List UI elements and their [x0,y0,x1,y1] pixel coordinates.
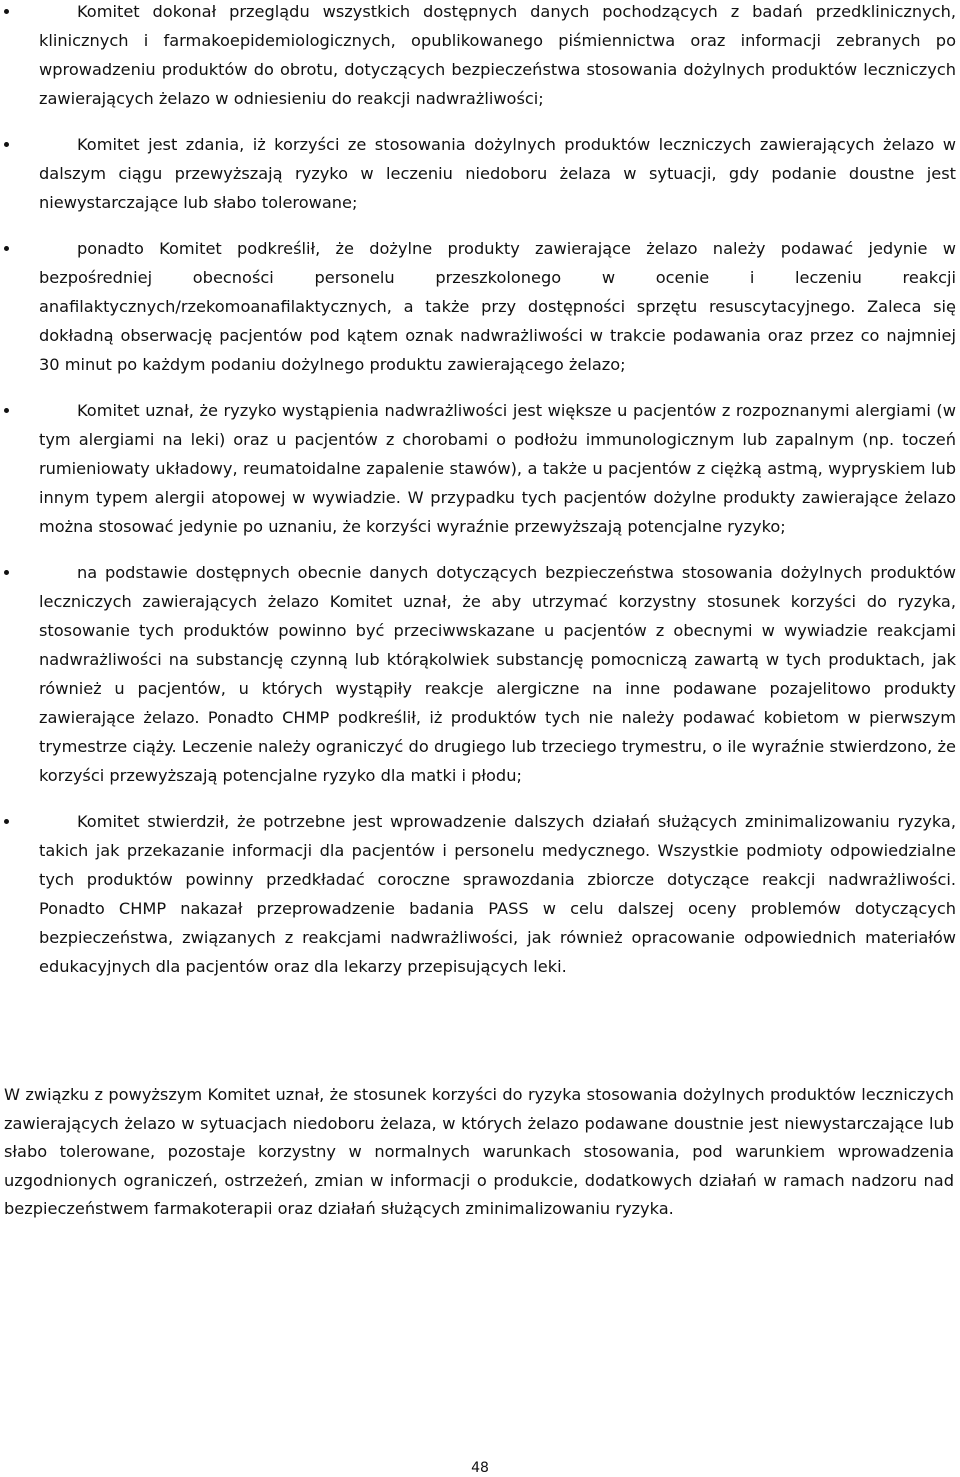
spacer [0,541,960,558]
finding-text: Komitet uznał, że ryzyko wystąpienia nadwrażliwości jest większe u pacjentów z rozpoznanymi alergiami (w tym alergiami na leki) oraz u pacjentów z chorobami o podłożu immunologicznym lub zapalnym (np. toczeń rumieniowaty układowy, reumatoidalne zapalenie stawów), a także u pacjentów z ciężką astmą, wypryskiem lub innym typem alergii atopowej w wywiadzie. W przypadku tych pacjentów dożylne produkty zawierające żelazo można stosować jedynie po uznaniu, że korzyści wyraźnie przewyższają potencjalne ryzyko; [39,401,956,536]
finding-text: Komitet jest zdania, iż korzyści ze stosowania dożylnych produktów leczniczych zawierających żelazo w dalszym ciągu przewyższają ryzyko w leczeniu niedoboru żelaza w sytuacji, gdy podanie doustne jest niewystarczające lub słabo tolerowane; [39,135,956,212]
page-number: 48 [471,1460,489,1476]
bullet-icon [4,819,9,824]
finding-review-data [0,0,960,113]
finding-contraindications [0,558,960,790]
spacer [0,217,960,234]
finding-text: Komitet dokonał przeglądu wszystkich dostępnych danych pochodzących z badań przedklinicznych, klinicznych i farmakoepidemiologicznych, opublikowanego piśmiennictwa oraz informacji zebranych po wprowadzeniu produktów do obrotu, dotyczących bezpieczeństwa stosowania dożylnych produktów leczniczych zawierających żelazo w odniesieniu do reakcji nadwrażliwości; [39,2,956,108]
bullet-icon [4,142,9,147]
finding-risk-minimisation [0,807,960,981]
bullet-icon [4,9,9,14]
finding-administration-conditions [0,234,960,379]
spacer [0,113,960,130]
finding-text: Komitet stwierdził, że potrzebne jest wprowadzenie dalszych działań służących zminimalizowaniu ryzyka, takich jak przekazanie informacji dla pacjentów i personelu medycznego. Wszystkie podmioty odpowiedzialne tych produktów powinny przedkładać coroczne sprawozdania zbiorcze dotyczące reakcji nadwrażliwości. Ponadto CHMP nakazał przeprowadzenie badania PASS w celu dalszej oceny problemów dotyczących bezpieczeństwa, związanych z reakcjami nadwrażliwości, jak również opracowanie odpowiednich materiałów edukacyjnych dla pacjentów oraz dla lekarzy przepisujących leki. [39,812,956,976]
bullet-icon [4,570,9,575]
bullet-icon [4,246,9,251]
finding-text: ponadto Komitet podkreślił, że dożylne produkty zawierające żelazo należy podawać jedynie w bezpośredniej obecności personelu przeszkolonego w ocenie i leczeniu reakcji anafilaktycznych/rzekomoanafilaktycznych, a także przy dostępności sprzętu resuscytacyjnego. Zaleca się dokładną obserwację pacjentów pod kątem oznak nadwrażliwości w trakcie podawania oraz przez co najmniej 30 minut po każdym podaniu dożylnego produktu zawierającego żelazo; [39,239,956,374]
bullet-icon [4,408,9,413]
spacer [0,379,960,396]
finding-benefits-outweigh [0,130,960,217]
conclusion-paragraph: W związku z powyższym Komitet uznał, że stosunek korzyści do ryzyka stosowania dożylnych produktów leczniczych zawierających żelazo w sytuacjach niedoboru żelaza, w których żelazo podawane doustnie jest niewystarczające lub słabo tolerowane, pozostaje korzystny w normalnych warunkach stosowania, pod warunkiem wprowadzenia uzgodnionych ograniczeń, ostrzeżeń, zmian w informacji o produkcie, dodatkowych działań w ramach nadzoru nad bezpieczeństwem farmakoterapii oraz działań służących zminimalizowaniu ryzyka. [4,1085,954,1218]
spacer [0,790,960,807]
finding-text: na podstawie dostępnych obecnie danych dotyczących bezpieczeństwa stosowania dożylnych produktów leczniczych zawierających żelazo Komitet uznał, że aby utrzymać korzystny stosunek korzyści do ryzyka, stosowanie tych produktów powinno być przeciwwskazane u pacjentów z obecnymi w wywiadzie reakcjami nadwrażliwości na substancję czynną lub którąkolwiek substancję pomocniczą zawartą w tych produktach, jak również u pacjentów, u których wystąpiły reakcje alergiczne na inne podawane pozajelitowo produkty zawierające żelazo. Ponadto CHMP podkreślił, iż produktów tych nie należy podawać kobietom w pierwszym trymestrze ciąży. Leczenie należy ograniczyć do drugiego lub trzeciego trymestru, o ile wyraźnie stwierdzono, że korzyści przewyższają potencjalne ryzyko dla matki i płodu; [39,563,956,785]
finding-increased-risk [0,396,960,541]
